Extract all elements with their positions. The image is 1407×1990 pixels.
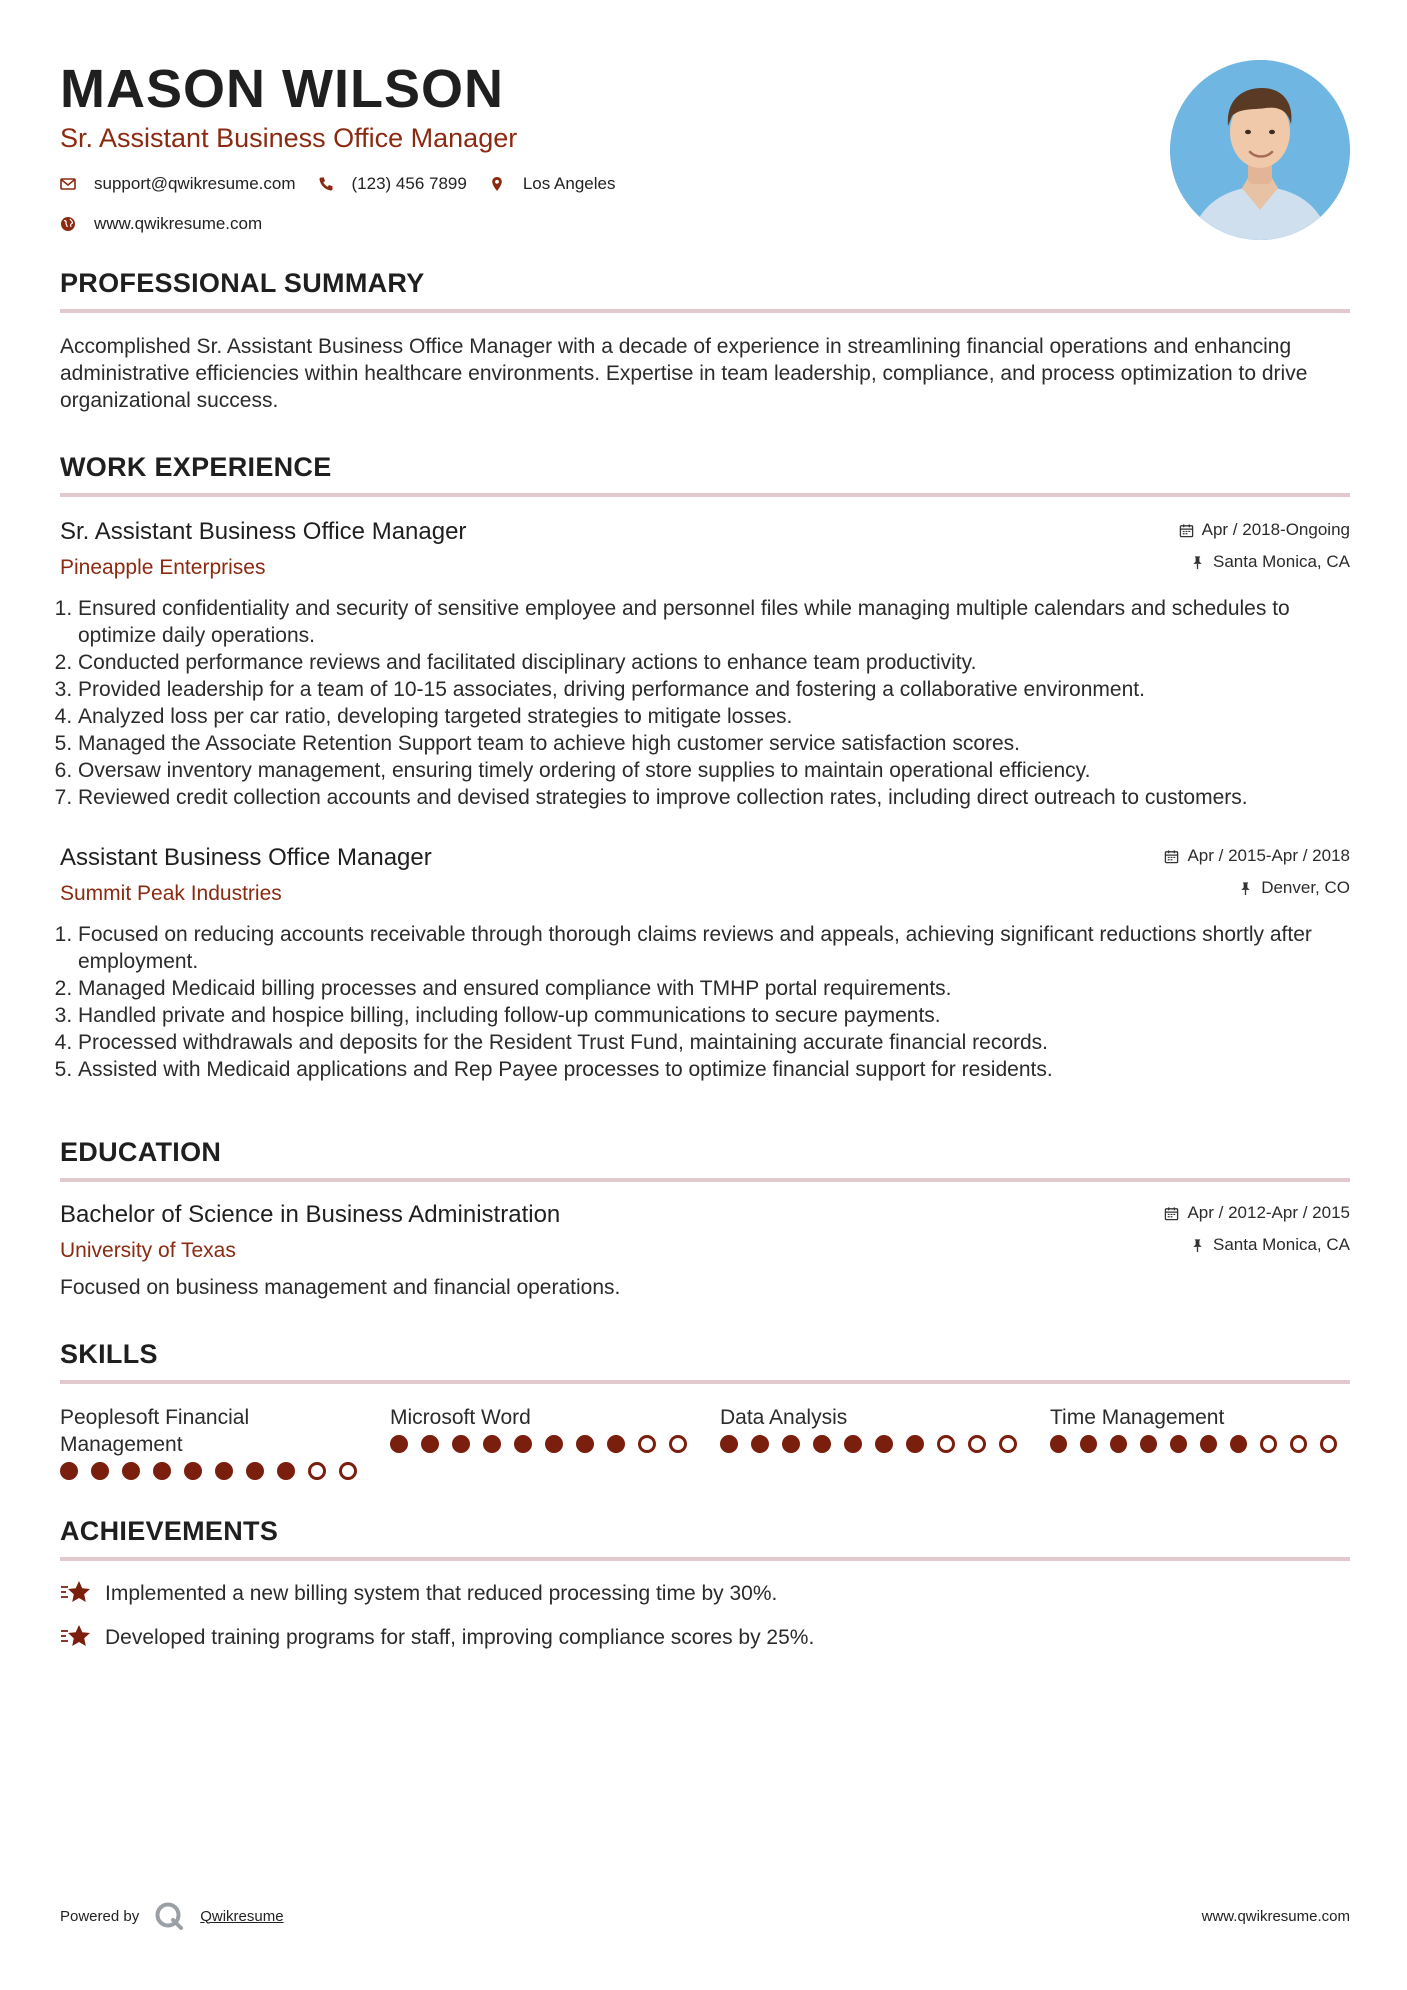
job-meta	[1179, 519, 1350, 573]
list-item: 5. Managed the Associate Retention Support team to achieve high customer service satisfaction scores.	[78, 730, 1350, 757]
list-item: 7. Reviewed credit collection accounts and devised strategies to improve collection rates, including direct outreach to customers.	[78, 784, 1350, 811]
list-item: 3. Handled private and hospice billing, including follow-up communications to secure payments.	[78, 1002, 1350, 1029]
website-text: www.qwikresume.com	[94, 214, 263, 233]
footer-url[interactable]: www.qwikresume.com	[1201, 1907, 1350, 1925]
job-meta	[1164, 845, 1350, 899]
skill-item	[720, 1404, 1050, 1480]
contact-website[interactable]	[60, 214, 262, 234]
rating-dot-filled	[1110, 1435, 1127, 1453]
rating-dot-filled	[782, 1435, 800, 1453]
summary-text: Accomplished Sr. Assistant Business Office Manager with a decade of experience in streamlining financial operations and enhancing administrative efficiencies within healthcare environments. Expertise in team leadership, compliance, and process optimization to drive organizational success.	[60, 335, 1308, 412]
calendar-icon	[1179, 523, 1194, 538]
list-item: 5. Assisted with Medicaid applications and Rep Payee processes to optimize financial support for residents.	[78, 1056, 1350, 1083]
skill-rating	[1050, 1435, 1350, 1453]
education-description: Focused on business management and financial operations.	[60, 1276, 621, 1299]
list-item: 3. Provided leadership for a team of 10-15 associates, driving performance and fostering a collaborative environment.	[78, 676, 1350, 703]
rating-dot-filled	[184, 1462, 202, 1480]
pushpin-icon	[1190, 1238, 1205, 1253]
pushpin-icon	[1190, 555, 1205, 570]
job-title: Sr. Assistant Business Office Manager	[60, 518, 467, 545]
rating-dot-empty	[968, 1435, 986, 1453]
skill-item	[1050, 1404, 1350, 1480]
job-dates	[1164, 845, 1350, 867]
profile-photo	[1170, 60, 1350, 240]
education-dates-text: Apr / 2012-Apr / 2015	[1187, 1203, 1350, 1222]
skills-section	[60, 1339, 1350, 1480]
achievements-section	[60, 1516, 1350, 1651]
pushpin-icon	[1238, 881, 1253, 896]
skill-name: Time Management	[1050, 1406, 1225, 1429]
list-item: 2. Managed Medicaid billing processes and ensured compliance with TMHP portal requirements.	[78, 975, 1350, 1002]
rating-dot-empty	[1290, 1435, 1307, 1453]
rating-dot-empty	[999, 1435, 1017, 1453]
resume-content	[60, 58, 1350, 1651]
job-title: Assistant Business Office Manager	[60, 844, 432, 871]
skill-name: Microsoft Word	[390, 1406, 531, 1429]
globe-icon	[60, 216, 76, 232]
rating-dot-filled	[514, 1435, 532, 1453]
summary-section	[60, 268, 1350, 414]
star-award-icon	[60, 1623, 92, 1651]
experience-section	[60, 452, 1350, 1083]
phone-icon	[318, 176, 334, 192]
job-location-text: Santa Monica, CA	[1212, 552, 1350, 571]
rating-dot-filled	[1080, 1435, 1097, 1453]
list-item: 4. Analyzed loss per car ratio, developing targeted strategies to mitigate losses.	[78, 703, 1350, 730]
footer-branding	[60, 1900, 284, 1932]
page-footer	[60, 1900, 1350, 1932]
rating-dot-filled	[1050, 1435, 1067, 1453]
job-bullets	[60, 921, 1350, 1083]
rating-dot-filled	[1230, 1435, 1247, 1453]
rating-dot-filled	[813, 1435, 831, 1453]
job-company: Summit Peak Industries	[60, 882, 282, 905]
school-name: University of Texas	[60, 1239, 236, 1262]
rating-dot-empty	[339, 1462, 357, 1480]
rating-dot-filled	[576, 1435, 594, 1453]
rating-dot-filled	[1170, 1435, 1187, 1453]
job-entry	[60, 517, 1350, 811]
rating-dot-filled	[452, 1435, 470, 1453]
rating-dot-filled	[390, 1435, 408, 1453]
education-location-text: Santa Monica, CA	[1212, 1235, 1350, 1254]
qwikresume-logo-icon	[153, 1900, 185, 1932]
rating-dot-empty	[308, 1462, 326, 1480]
skill-item	[60, 1404, 390, 1480]
achievement-text: Implemented a new billing system that reduced processing time by 30%.	[105, 1581, 778, 1605]
achievement-item	[60, 1623, 1350, 1651]
rating-dot-empty	[669, 1435, 687, 1453]
skill-item	[390, 1404, 720, 1480]
list-item: 6. Oversaw inventory management, ensuring timely ordering of store supplies to maintain operational efficiency.	[78, 757, 1350, 784]
rating-dot-filled	[277, 1462, 295, 1480]
rating-dot-filled	[875, 1435, 893, 1453]
rating-dot-filled	[153, 1462, 171, 1480]
skill-name: Peoplesoft Financial Management	[60, 1406, 250, 1456]
location-text: Los Angeles	[522, 174, 616, 193]
star-award-icon	[60, 1579, 92, 1607]
job-location	[1179, 551, 1350, 573]
education-entry	[60, 1200, 1350, 1301]
achievement-item	[60, 1579, 1350, 1607]
rating-dot-filled	[1200, 1435, 1217, 1453]
job-dates-text: Apr / 2018-Ongoing	[1201, 520, 1350, 539]
skill-rating	[720, 1435, 1050, 1453]
contact-row-primary	[60, 174, 1350, 194]
contact-phone[interactable]	[318, 174, 467, 194]
rating-dot-filled	[215, 1462, 233, 1480]
rating-dot-filled	[246, 1462, 264, 1480]
skill-rating	[60, 1462, 390, 1480]
rating-dot-filled	[545, 1435, 563, 1453]
experience-heading: WORK EXPERIENCE	[60, 452, 1350, 497]
rating-dot-filled	[720, 1435, 738, 1453]
education-section	[60, 1137, 1350, 1301]
education-meta	[1164, 1202, 1350, 1256]
rating-dot-filled	[607, 1435, 625, 1453]
map-pin-icon	[489, 176, 505, 192]
rating-dot-filled	[91, 1462, 109, 1480]
list-item: 2. Conducted performance reviews and facilitated disciplinary actions to enhance team productivity.	[78, 649, 1350, 676]
contact-row-secondary	[60, 214, 1350, 234]
job-dates	[1179, 519, 1350, 541]
job-entry	[60, 843, 1350, 1083]
skill-rating	[390, 1435, 720, 1453]
resume-header	[60, 58, 1350, 248]
rating-dot-filled	[122, 1462, 140, 1480]
achievements-heading: ACHIEVEMENTS	[60, 1516, 1350, 1561]
rating-dot-filled	[1140, 1435, 1157, 1453]
rating-dot-filled	[751, 1435, 769, 1453]
qwikresume-link[interactable]: Qwikresume	[200, 1907, 284, 1925]
email-text: support@qwikresume.com	[94, 174, 296, 193]
candidate-name: MASON WILSON	[60, 59, 504, 119]
rating-dot-empty	[638, 1435, 656, 1453]
job-bullets	[60, 595, 1350, 811]
rating-dot-filled	[906, 1435, 924, 1453]
list-item: 4. Processed withdrawals and deposits for the Resident Trust Fund, maintaining accurate financial records.	[78, 1029, 1350, 1056]
list-item: 1. Ensured confidentiality and security of sensitive employee and personnel files while managing multiple calendars and schedules to optimize daily operations.	[78, 595, 1350, 649]
job-dates-text: Apr / 2015-Apr / 2018	[1187, 846, 1350, 865]
skills-heading: SKILLS	[60, 1339, 1350, 1384]
envelope-icon	[60, 176, 76, 192]
skill-name: Data Analysis	[720, 1406, 848, 1429]
rating-dot-filled	[60, 1462, 78, 1480]
contact-email[interactable]	[60, 174, 296, 194]
list-item: 1. Focused on reducing accounts receivable through thorough claims reviews and appeals, achieving significant reductions shortly after employment.	[78, 921, 1350, 975]
degree-title: Bachelor of Science in Business Administration	[60, 1201, 561, 1228]
job-company: Pineapple Enterprises	[60, 556, 266, 579]
education-heading: EDUCATION	[60, 1137, 1350, 1182]
rating-dot-filled	[421, 1435, 439, 1453]
calendar-icon	[1164, 1206, 1179, 1221]
calendar-icon	[1164, 849, 1179, 864]
skills-grid	[60, 1404, 1350, 1480]
rating-dot-empty	[1320, 1435, 1337, 1453]
education-dates	[1164, 1202, 1350, 1224]
powered-by-label: Powered by	[60, 1907, 140, 1925]
rating-dot-filled	[483, 1435, 501, 1453]
phone-text: (123) 456 7899	[351, 174, 467, 193]
rating-dot-filled	[844, 1435, 862, 1453]
job-location	[1164, 877, 1350, 899]
job-location-text: Denver, CO	[1261, 878, 1350, 897]
rating-dot-empty	[937, 1435, 955, 1453]
education-location	[1164, 1234, 1350, 1256]
summary-heading: PROFESSIONAL SUMMARY	[60, 268, 1350, 313]
rating-dot-empty	[1260, 1435, 1277, 1453]
achievement-text: Developed training programs for staff, improving compliance scores by 25%.	[105, 1625, 815, 1649]
candidate-role: Sr. Assistant Business Office Manager	[60, 123, 518, 153]
contact-location	[489, 174, 616, 194]
